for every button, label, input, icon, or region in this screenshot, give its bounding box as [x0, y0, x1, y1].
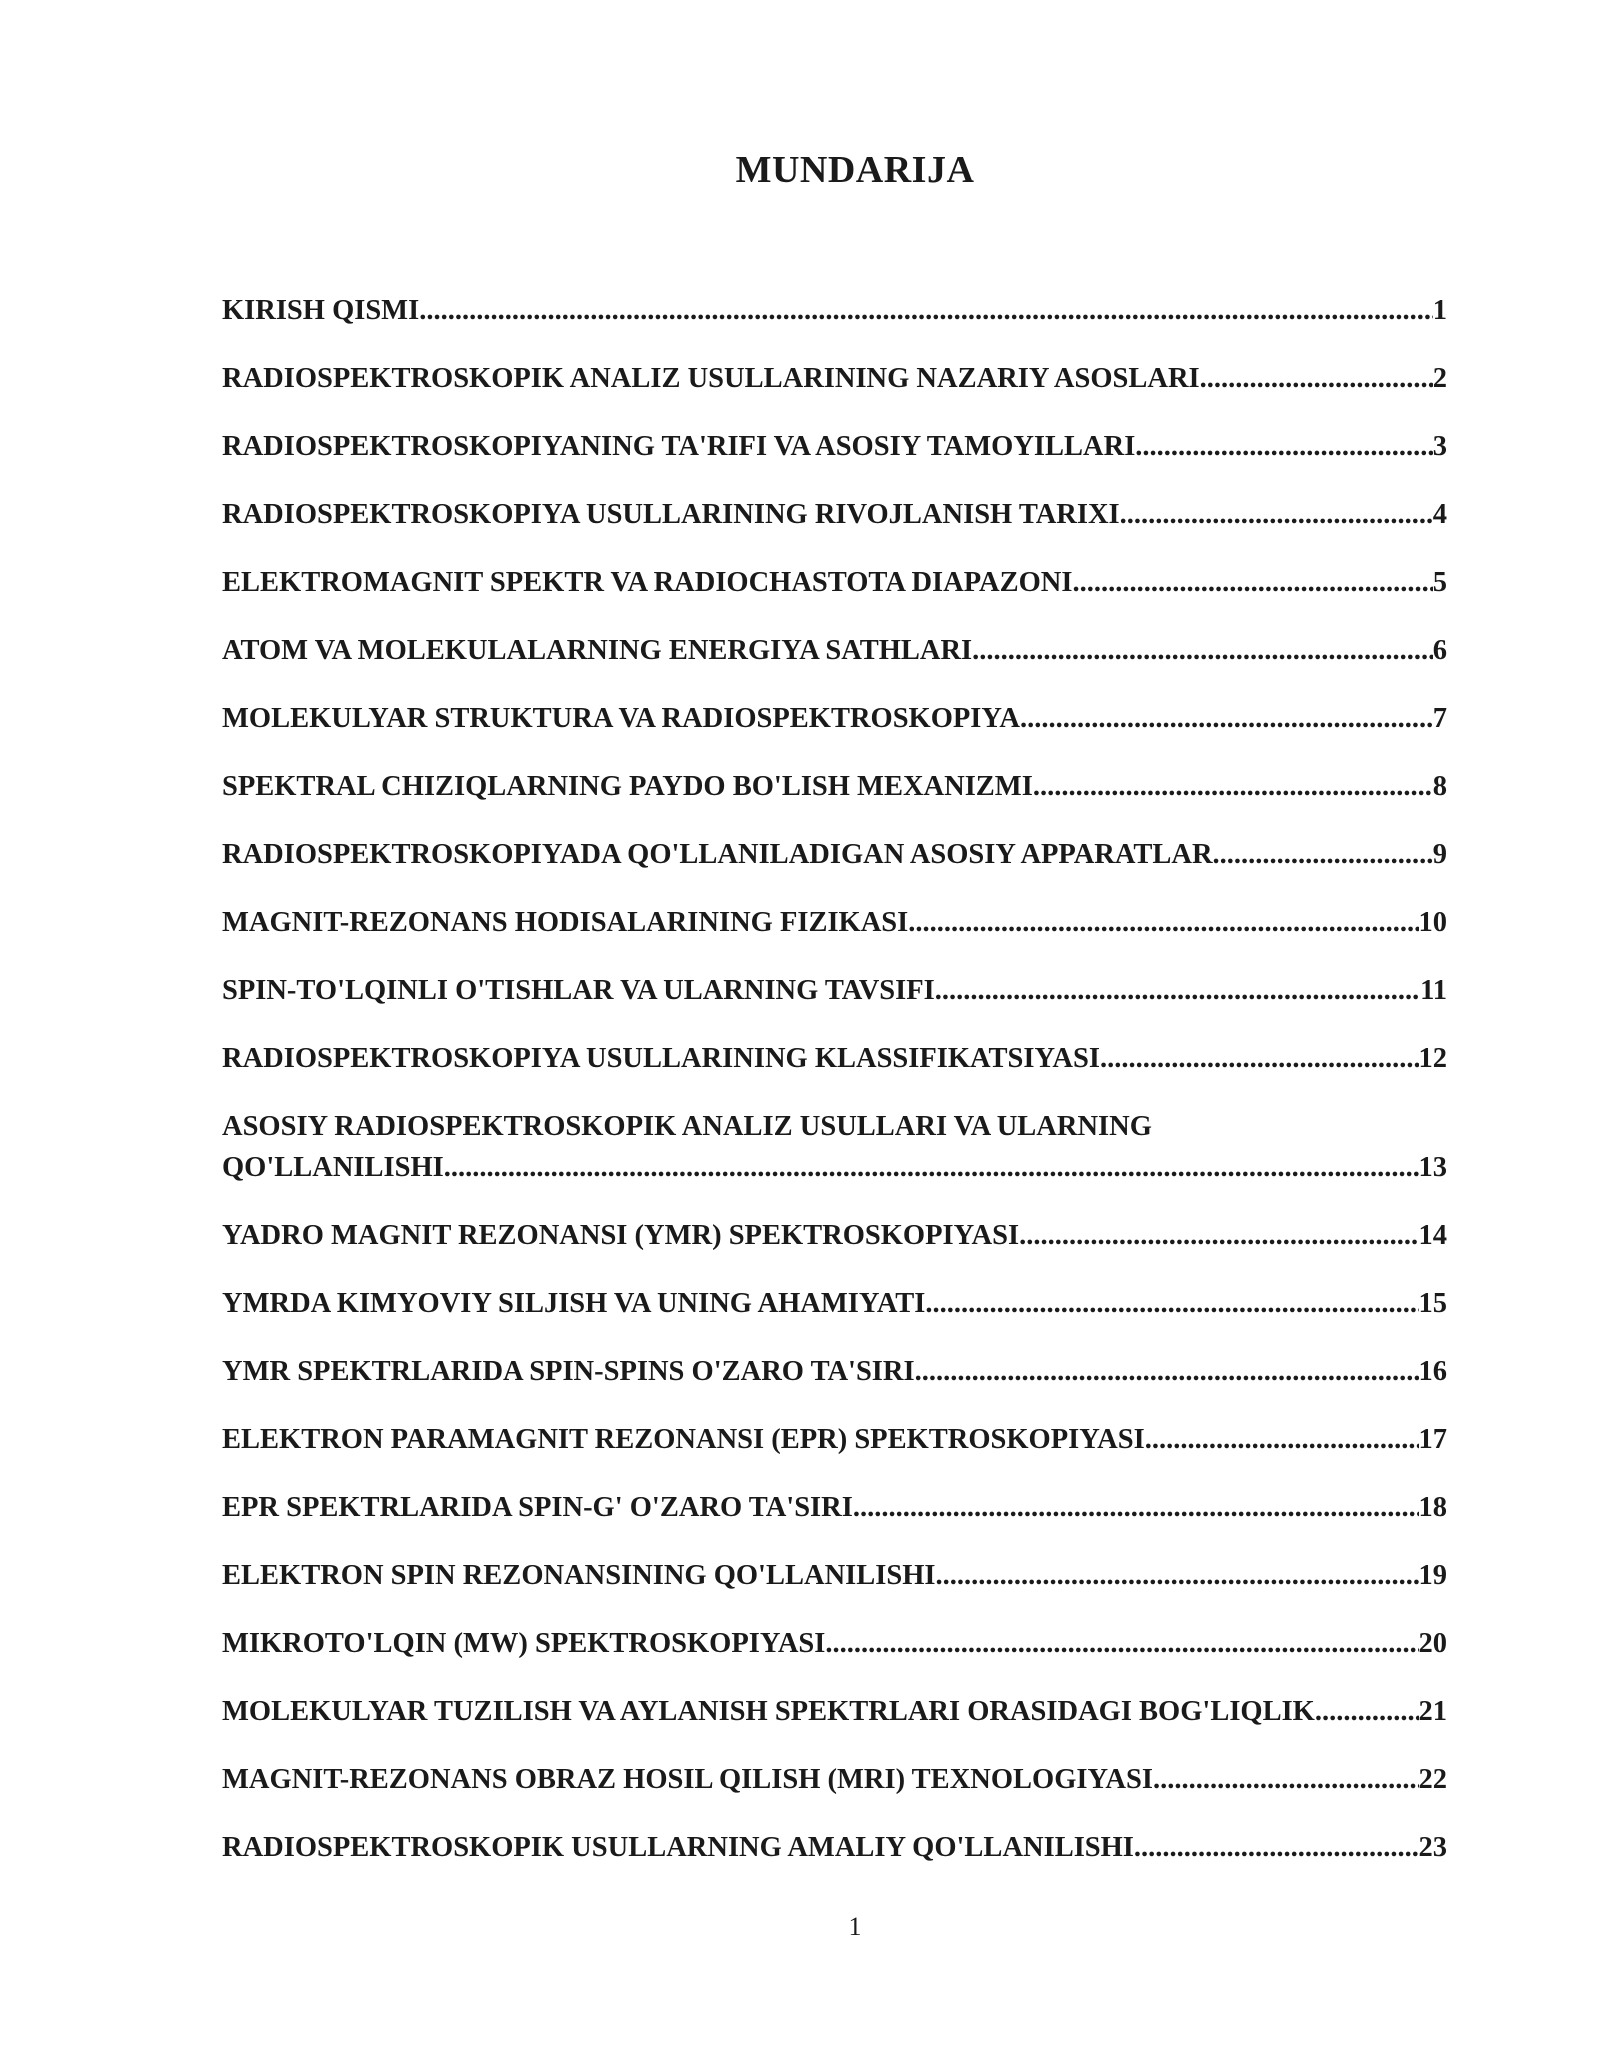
- toc-page-number: 1: [1432, 295, 1447, 326]
- toc-entry-3[interactable]: [222, 426, 1447, 467]
- toc-leader-dots: [853, 1487, 1419, 1528]
- toc-entry-23[interactable]: [222, 1827, 1447, 1868]
- toc-page-number: 12: [1418, 1043, 1447, 1074]
- toc-entry-8[interactable]: [222, 766, 1447, 807]
- toc-leader-dots: [1200, 358, 1433, 399]
- toc-page-number: 19: [1418, 1560, 1447, 1591]
- toc-entry-text: YMRDA KIMYOVIY SILJISH VA UNING AHAMIYATI: [222, 1288, 926, 1319]
- toc-entry-1[interactable]: [222, 290, 1447, 331]
- toc-leader-dots: [1072, 562, 1432, 603]
- toc-page-number: 18: [1418, 1492, 1447, 1523]
- toc-entry-15[interactable]: [222, 1283, 1447, 1324]
- toc-page-number: 5: [1432, 567, 1447, 598]
- toc-entry-16[interactable]: [222, 1351, 1447, 1392]
- toc-entry-2[interactable]: [222, 358, 1447, 399]
- toc-leader-dots: [1100, 1038, 1419, 1079]
- toc-entry-22[interactable]: [222, 1759, 1447, 1800]
- toc-entry-text: ELEKTRON PARAMAGNIT REZONANSI (EPR) SPEKTROSKOPIYASI: [222, 1424, 1145, 1455]
- toc-entry-text: RADIOSPEKTROSKOPIYA USULLARINING RIVOJLANISH TARIXI: [222, 499, 1120, 530]
- table-of-contents: [222, 290, 1447, 1895]
- toc-entry-text: MOLEKULYAR STRUKTURA VA RADIOSPEKTROSKOPIYA: [222, 703, 1020, 734]
- toc-entry-text-line1: ASOSIY RADIOSPEKTROSKOPIK ANALIZ USULLARI VA ULARNING: [222, 1111, 1152, 1142]
- toc-page-number: 13: [1418, 1152, 1447, 1183]
- toc-leader-dots: [1134, 1827, 1419, 1868]
- toc-entry-text: MIKROTO'LQIN (MW) SPEKTROSKOPIYASI: [222, 1628, 826, 1659]
- toc-entry-text: MAGNIT-REZONANS OBRAZ HOSIL QILISH (MRI) TEXNOLOGIYASI: [222, 1764, 1153, 1795]
- toc-entry-7[interactable]: [222, 698, 1447, 739]
- page-number: 1: [848, 1912, 862, 1941]
- toc-entry-text: RADIOSPEKTROSKOPIK USULLARNING AMALIY QO'LLANILISHI: [222, 1832, 1134, 1863]
- toc-leader-dots: [1019, 1215, 1418, 1256]
- toc-page-number: 17: [1418, 1424, 1447, 1455]
- toc-entry-text: YMR SPEKTRLARIDA SPIN-SPINS O'ZARO TA'SIRI: [222, 1356, 915, 1387]
- toc-leader-dots: [915, 1351, 1419, 1392]
- toc-page-number: 21: [1418, 1696, 1447, 1727]
- toc-entry-4[interactable]: [222, 494, 1447, 535]
- toc-entry-20[interactable]: [222, 1623, 1447, 1664]
- toc-leader-dots: [825, 1623, 1418, 1664]
- toc-page-number: 7: [1432, 703, 1447, 734]
- toc-page-number: 22: [1418, 1764, 1447, 1795]
- toc-entry-6[interactable]: [222, 630, 1447, 671]
- toc-entry-11[interactable]: [222, 970, 1447, 1011]
- toc-page-number: 14: [1418, 1220, 1447, 1251]
- toc-entry-text: SPIN-TO'LQINLI O'TISHLAR VA ULARNING TAVSIFI: [222, 975, 935, 1006]
- toc-entry-text: YADRO MAGNIT REZONANSI (YMR) SPEKTROSKOPIYASI: [222, 1220, 1020, 1251]
- toc-entry-18[interactable]: [222, 1487, 1447, 1528]
- toc-entry-text: RADIOSPEKTROSKOPIYANING TA'RIFI VA ASOSIY TAMOYILLARI: [222, 431, 1136, 462]
- toc-page-number: 2: [1432, 363, 1447, 394]
- toc-entry-text: QO'LLANILISHI: [222, 1152, 444, 1183]
- toc-entry-17[interactable]: [222, 1419, 1447, 1460]
- toc-page-number: 3: [1432, 431, 1447, 462]
- toc-page-number: 15: [1418, 1288, 1447, 1319]
- toc-leader-dots: [935, 970, 1420, 1011]
- toc-page-number: 9: [1432, 839, 1447, 870]
- toc-entry-12[interactable]: [222, 1038, 1447, 1079]
- toc-entry-text: ELEKTROMAGNIT SPEKTR VA RADIOCHASTOTA DIAPAZONI: [222, 567, 1073, 598]
- page-title: MUNDARIJA: [735, 149, 975, 191]
- toc-leader-dots: [1135, 426, 1432, 467]
- toc-leader-dots: [1033, 766, 1433, 807]
- toc-leader-dots: [972, 630, 1433, 671]
- toc-entry-13[interactable]: [222, 1106, 1447, 1188]
- toc-leader-dots: [1020, 698, 1433, 739]
- toc-page-number: 4: [1432, 499, 1447, 530]
- toc-leader-dots: [444, 1147, 1419, 1188]
- toc-entry-text: RADIOSPEKTROSKOPIYA USULLARINING KLASSIFIKATSIYASI: [222, 1043, 1100, 1074]
- toc-entry-14[interactable]: [222, 1215, 1447, 1256]
- toc-leader-dots: [1315, 1691, 1419, 1732]
- toc-leader-dots: [1213, 834, 1433, 875]
- toc-entry-text: SPEKTRAL CHIZIQLARNING PAYDO BO'LISH MEXANIZMI: [222, 771, 1033, 802]
- toc-entry-text: EPR SPEKTRLARIDA SPIN-G' O'ZARO TA'SIRI: [222, 1492, 853, 1523]
- toc-entry-text: RADIOSPEKTROSKOPIYADA QO'LLANILADIGAN ASOSIY APPARATLAR: [222, 839, 1213, 870]
- toc-entry-5[interactable]: [222, 562, 1447, 603]
- toc-entry-21[interactable]: [222, 1691, 1447, 1732]
- toc-leader-dots: [908, 902, 1418, 943]
- toc-page-number: 6: [1432, 635, 1447, 666]
- toc-leader-dots: [925, 1283, 1418, 1324]
- toc-entry-text: KIRISH QISMI: [222, 295, 420, 326]
- toc-leader-dots: [1153, 1759, 1419, 1800]
- toc-page-number: 8: [1432, 771, 1447, 802]
- toc-leader-dots: [419, 290, 1433, 331]
- toc-entry-text: ELEKTRON SPIN REZONANSINING QO'LLANILISHI: [222, 1560, 936, 1591]
- toc-page-number: 11: [1420, 975, 1447, 1006]
- toc-page-number: 23: [1418, 1832, 1447, 1863]
- toc-page-number: 10: [1418, 907, 1447, 938]
- toc-entry-text: RADIOSPEKTROSKOPIK ANALIZ USULLARINING NAZARIY ASOSLARI: [222, 363, 1200, 394]
- toc-page-number: 20: [1418, 1628, 1447, 1659]
- toc-entry-10[interactable]: [222, 902, 1447, 943]
- toc-leader-dots: [935, 1555, 1418, 1596]
- toc-entry-text: MAGNIT-REZONANS HODISALARINING FIZIKASI: [222, 907, 909, 938]
- toc-entry-9[interactable]: [222, 834, 1447, 875]
- toc-entry-19[interactable]: [222, 1555, 1447, 1596]
- toc-leader-dots: [1120, 494, 1433, 535]
- toc-leader-dots: [1145, 1419, 1419, 1460]
- toc-entry-text: MOLEKULYAR TUZILISH VA AYLANISH SPEKTRLARI ORASIDAGI BOG'LIQLIK: [222, 1696, 1315, 1727]
- toc-page-number: 16: [1418, 1356, 1447, 1387]
- toc-entry-text: ATOM VA MOLEKULALARNING ENERGIYA SATHLARI: [222, 635, 973, 666]
